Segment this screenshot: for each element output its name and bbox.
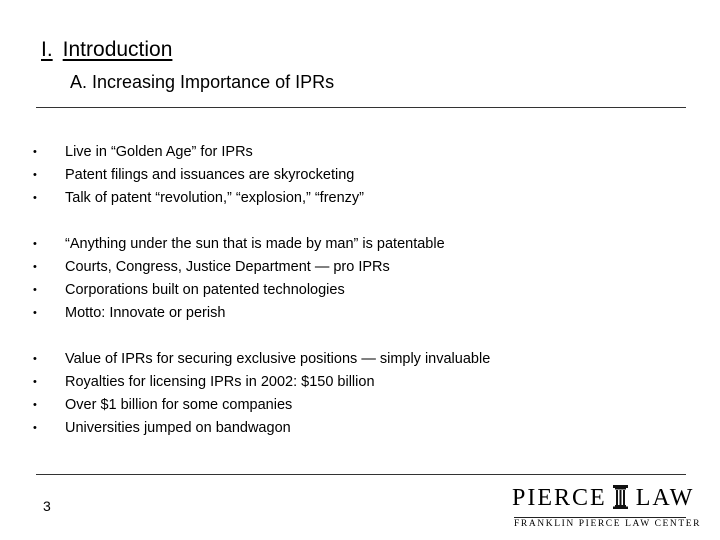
bullet-text: Patent filings and issuances are skyrocketing <box>65 167 355 183</box>
bottom-divider <box>36 474 686 475</box>
bullet-dot: • <box>33 284 37 296</box>
bullet-dot: • <box>33 192 37 204</box>
bullet-text: Live in “Golden Age” for IPRs <box>65 144 253 160</box>
bullet-group <box>32 142 490 211</box>
bullet-item <box>32 257 490 280</box>
bullet-item <box>32 372 490 395</box>
bullet-group <box>32 349 490 441</box>
bullet-dot: • <box>33 376 37 388</box>
bullet-item <box>32 280 490 303</box>
pierce-law-logo <box>512 485 702 530</box>
bullet-text: Universities jumped on bandwagon <box>65 420 291 436</box>
bullet-item <box>32 349 490 372</box>
bullet-text: Corporations built on patented technologies <box>65 282 345 298</box>
bullet-group <box>32 234 490 326</box>
page-number: 3 <box>43 498 51 514</box>
bullet-item <box>32 418 490 441</box>
bullet-text: Royalties for licensing IPRs in 2002: $150 billion <box>65 374 375 390</box>
bullet-text: Motto: Innovate or perish <box>65 305 226 321</box>
bullet-dot: • <box>33 146 37 158</box>
logo-tagline: FRANKLIN PIERCE LAW CENTER <box>514 519 702 529</box>
bullet-item <box>32 395 490 418</box>
bullet-dot: • <box>33 261 37 273</box>
bullet-text: “Anything under the sun that is made by man” is patentable <box>65 236 445 252</box>
top-divider <box>36 107 686 108</box>
section-number: I. <box>41 38 53 61</box>
bullet-dot: • <box>33 422 37 434</box>
bullet-list <box>32 142 490 464</box>
bullet-dot: • <box>33 307 37 319</box>
title-text: Introduction <box>62 38 173 61</box>
logo-wordmark <box>512 485 694 511</box>
bullet-text: Courts, Congress, Justice Department — pro IPRs <box>65 259 390 275</box>
logo-word-left: PIERCE <box>512 485 607 511</box>
bullet-text: Over $1 billion for some companies <box>65 397 293 413</box>
bullet-dot: • <box>33 238 37 250</box>
bullet-item <box>32 303 490 326</box>
pillar-icon <box>613 485 628 509</box>
bullet-text: Value of IPRs for securing exclusive positions — simply invaluable <box>65 351 491 367</box>
bullet-dot: • <box>33 169 37 181</box>
bullet-item <box>32 234 490 257</box>
bullet-text: Talk of patent “revolution,” “explosion,” “frenzy” <box>65 190 364 206</box>
slide-subtitle: A. Increasing Importance of IPRs <box>70 72 335 92</box>
bullet-item <box>32 142 490 165</box>
bullet-item <box>32 165 490 188</box>
bullet-item <box>32 188 490 211</box>
logo-word-right: LAW <box>635 485 695 511</box>
bullet-dot: • <box>33 353 37 365</box>
slide-title <box>41 38 172 62</box>
bullet-dot: • <box>33 399 37 411</box>
